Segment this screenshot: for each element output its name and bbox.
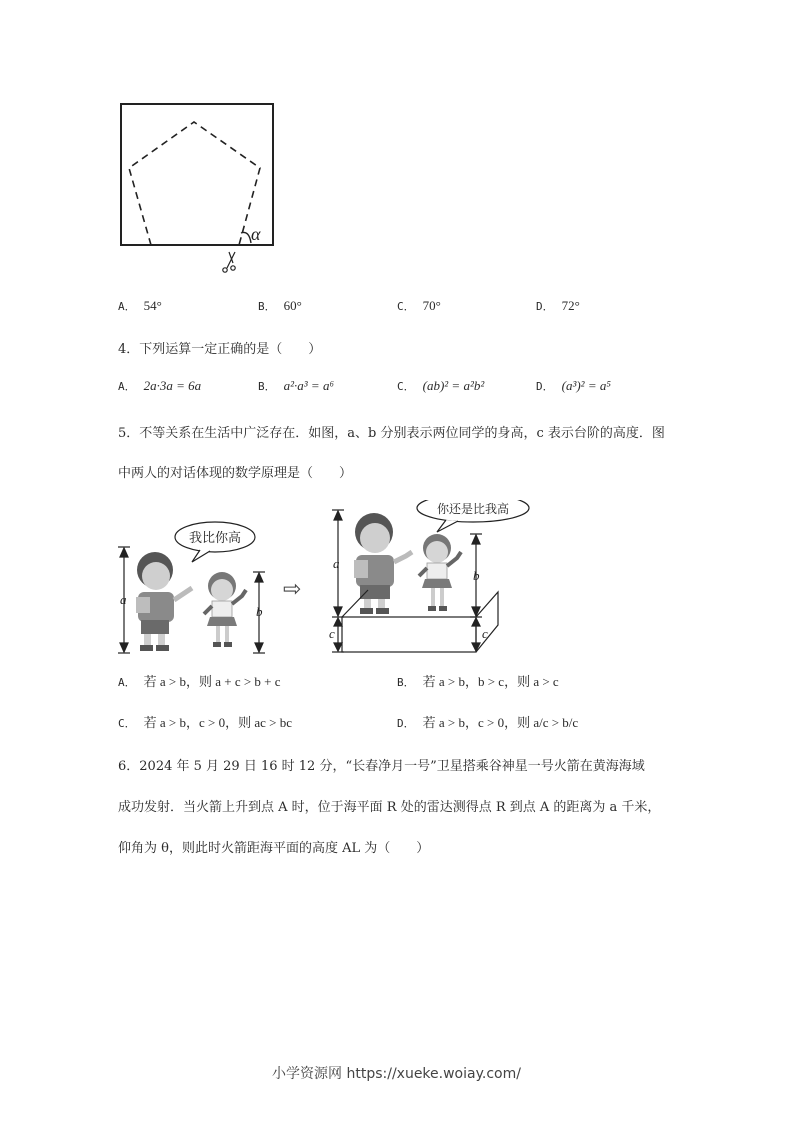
label-b-left: b [256,604,263,619]
footer-watermark: 小学资源网 https://xueke.woiay.com/ [272,1066,521,1082]
label-c-left: c [329,626,335,641]
q4-option-c[interactable]: C． (ab)² = a²b² [397,378,485,393]
q5-stem-line2: 中两人的对话体现的数学原理是（ ） [118,466,353,481]
q6-stem-line3: 仰角为 θ，则此时火箭距海平面的高度 AL 为（ ） [118,841,430,856]
svg-text:我比你高: 我比你高 [188,531,242,546]
q5-option-b[interactable]: B． 若 a > b，b > c，则 a > c [397,674,559,689]
label-c-right: c [482,626,488,641]
speech-bubble-right [417,500,529,532]
angle-alpha-label: α [251,224,261,244]
q6-stem-line2: 成功发射．当火箭上升到点 A 时，位于海平面 R 处的雷达测得点 R 到点 A 的距离为 a 千米， [118,800,661,815]
scissors-icon [223,252,235,272]
svg-text:你还是比我高: 你还是比我高 [436,502,510,516]
q3-option-c[interactable]: C． 70° [397,298,441,313]
q5-height-figure [110,500,530,660]
q4-option-b[interactable]: B． a²·a³ = a⁶ [258,378,334,393]
q3-option-b[interactable]: B． 60° [258,298,302,313]
label-b-right: b [473,568,480,583]
q5-stem-line1: 5．不等关系在生活中广泛存在．如图，a、b 分别表示两位同学的身高，c 表示台阶的高度．图 [118,426,665,441]
q5-option-a[interactable]: A． 若 a > b，则 a + c > b + c [118,674,281,689]
girl-illustration-left [204,572,246,647]
q4-option-a[interactable]: A． 2a·3a = 6a [118,378,202,393]
transition-arrow-icon: ⇨ [283,576,302,601]
girl-illustration-right [419,534,461,611]
label-a-left: a [120,592,127,607]
label-a-right: a [333,556,340,571]
pentagon-figure [115,100,280,275]
q4-stem: 4．下列运算一定正确的是（ ） [118,342,322,357]
q4-option-d[interactable]: D． (a³)² = a⁵ [536,378,611,393]
boy-illustration-left [136,552,192,651]
q3-option-d[interactable]: D． 72° [536,298,580,313]
q3-option-a[interactable]: A． 54° [118,298,162,313]
speech-bubble-left [175,522,255,562]
q6-stem-line1: 6．2024 年 5 月 29 日 16 时 12 分，“长春净月一号”卫星搭乘谷神星一号火箭在黄海海域 [118,759,645,774]
boy-illustration-right [354,513,412,614]
q5-option-c[interactable]: C． 若 a > b，c > 0，则 ac > bc [118,715,292,730]
q5-option-d[interactable]: D． 若 a > b，c > 0，则 a/c > b/c [397,715,579,730]
